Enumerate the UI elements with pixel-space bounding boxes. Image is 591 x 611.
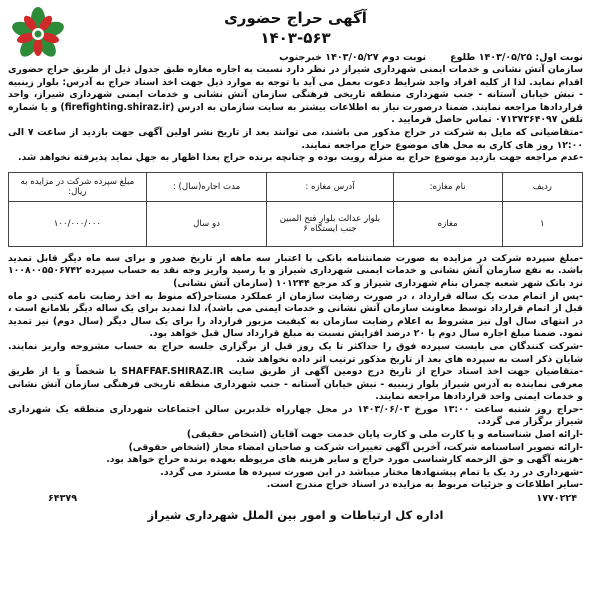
shiraz-municipality-logo-icon <box>10 6 66 62</box>
header <box>8 8 583 48</box>
page-title: آگهی حراج حضوری <box>224 9 367 27</box>
col-address: آدرس مغازه : <box>267 172 393 201</box>
term-session: -حراج روز شنبه ساعت ۱۳:۰۰ مورخ ۱۴۰۳/۰۶/۰۳ در محل چهارراه خلدبرین سالن اجتماعات شهرداری منطقه یک شهرداری شیراز برگزار می گردد. <box>8 403 583 428</box>
term-deposit-deadline: -شرکت کنندگان می بایست سپرده فوق را حداکثر تا یک روز قبل از برگزاری جلسه حراج به حساب مشروحه واریز نمایند. شایان ذکر است به سپرده های بعد از تاریخ مذکور ترتیب اثر داده نخواهد شد. <box>8 340 583 365</box>
cell-duration: دو سال <box>146 201 267 246</box>
term-other-info: -سایر اطلاعات و جزئیات مربوط به مزایده در اسناد حراج مندرج است. <box>266 479 583 491</box>
footer-organization: اداره کل ارتباطات و امور بین الملل شهرداری شیراز <box>147 508 444 523</box>
cell-deposit: ۱۰۰/۰۰۰/۰۰۰ <box>9 201 147 246</box>
col-duration: مدت اجاره(سال) : <box>146 172 267 201</box>
term-documents: -متقاضیان جهت اخذ اسناد حراج از تاریخ درج دومین آگهی از طریق سایت SHAFFAF.SHIRAZ.IR یا شخصاً و یا از طریق معرفی نماینده به آدرس شیراز بلوار زینبیه - نبش خیابان آستانه - جنب شهرداری منطقه تاریخی فرهنگی سازمان آتش نشانی و خدمات ایمنی واحد قراردادها مراجعه نمایند. <box>8 366 583 403</box>
footer-code-2: ۶۴۳۷۹ <box>48 493 77 505</box>
col-shop-name: نام مغازه: <box>393 172 502 201</box>
col-row-number: ردیف <box>502 172 582 201</box>
term-rejection: -شهرداری در رد یک یا تمام پیشنهادها مختار میباشد در این صورت سپرده ها مسترد می گردد. <box>160 466 583 478</box>
cell-shop-name: مغازه <box>393 201 502 246</box>
first-publication: نوبت اول: ۱۴۰۳/۰۵/۲۵ طلوع <box>450 52 583 63</box>
col-deposit: مبلغ سپرده شرکت در مزایده به ریال: <box>9 172 147 201</box>
ad-number: ۱۴۰۳-۵۶۳ <box>260 29 331 47</box>
term-costs: -هزینه آگهی و حق الزحمه کارشناسی مورد حراج و سایر هزینه های مربوطه بعهده برنده حراج خواهد بود. <box>106 454 583 466</box>
second-publication: نوبت دوم ۱۴۰۳/۰۵/۲۷ خبرجنوب <box>279 52 427 63</box>
table-header-row <box>9 172 583 201</box>
term-natural-persons: -ارائه اصل شناسنامه و یا کارت ملی و کارت پایان خدمت جهت آقایان (اشخاص حقیقی) <box>186 429 583 441</box>
footer-codes <box>8 493 583 504</box>
cell-row-number: ۱ <box>502 201 582 246</box>
term-legal-persons: -ارائه تصویر اساسنامه شرکت، آخرین آگهی تغییرات شرکت و صاحبان امضاء مجاز (اشخاص حقوقی) <box>128 441 583 453</box>
term-deposit: -مبلغ سپرده شرکت در مزایده به صورت ضمانتنامه بانکی با اعتبار سه ماهه از تاریخ صدور و برای سه ماه دیگر قابل تمدید باشد. به نفع سازمان آتش نشانی و خدمات ایمنی شهرداری شیراز و یا رسید واریز وجه نقد به حساب سپرده ۱۰۰۸۰۰۵۵۰۶۷۴۲ نزد بانک شهر شعبه چمران بنام شهرداری شیراز و کد مرجع ۱۰۱۲۴۴ (سازمان آتش نشانی) <box>8 252 583 289</box>
visit-paragraph: -متقاضیانی که مایل به شرکت در حراج مذکور می باشند، می توانند بعد از تاریخ نشر اولین آگهی جهت بازدید از ساعت ۷ الی ۱۲:۰۰ روز های کاری به محل های موضوع حراج مراجعه نمایند. <box>8 126 583 151</box>
table-row <box>9 201 583 246</box>
publication-dates <box>8 51 583 64</box>
footer-code-1: ۱۷۷۰۲۲۴ <box>536 493 577 505</box>
no-visit-paragraph: -عدم مراجعه جهت بازدید موضوع حراج به منزله رویت بوده و چنانچه برنده حراج بعدا اظهار به جهل نماید پذیرفته نخواهد شد. <box>18 152 583 164</box>
shops-table <box>8 172 583 247</box>
term-renewal: -پس از اتمام مدت یک ساله قرارداد ، در صورت رضایت سازمان از عملکرد مستاجر(که منوط به اخذ رضایت نامه کتبی دو ماه قبل از اتمام قرارداد توسط معاونت سازمان آتش نشانی و خدمات ایمنی می باشد)، لذا تمدید برای یک ساله دیگر بلامانع است ، در انتهای سال اول نیز مشروط به اعلام رضایت سازمان به کیفیت مزبور قرارداد را برای یک سال دیگر (سال دوم) نیز تمدید نمود. ضمنا مبلغ اجاره سال دوم با ۲۰ درصد افزایش نسبت به مبلغ قرارداد سال قبل خواهد بود. <box>8 290 583 340</box>
cell-address: بلوار عدالت بلوار فتح المبین جنب ایستگاه ۶ <box>267 201 393 246</box>
intro-paragraph: سازمان آتش نشانی و خدمات ایمنی شهرداری شیراز در نظر دارد نسبت به اجاره مغازه طبق جدول ذیل از طریق حراج حضوری اقدام نماید. لذا از کلیه افراد واجد شرایط دعوت بعمل می آید با توجه به موارد ذیل جهت اخذ اسناد حراج به آدرس: بلوار زینبیه - نبش خیابان آستانه - جنب شهرداری منطقه تاریخی فرهنگی سازمان آتش نشانی و خدمات ایمنی شهرداری شیراز، واحد قراردادها مراجعه نمایند. ضمنا درصورت نیاز به اطلاعات بیشتر به سایت سازمان به ادرس (firefighting.shiraz.ir) و یا شماره تلفن ۰۷۱۳۷۳۶۴۰۹۷ تماس حاصل فرمایید . <box>8 64 583 126</box>
